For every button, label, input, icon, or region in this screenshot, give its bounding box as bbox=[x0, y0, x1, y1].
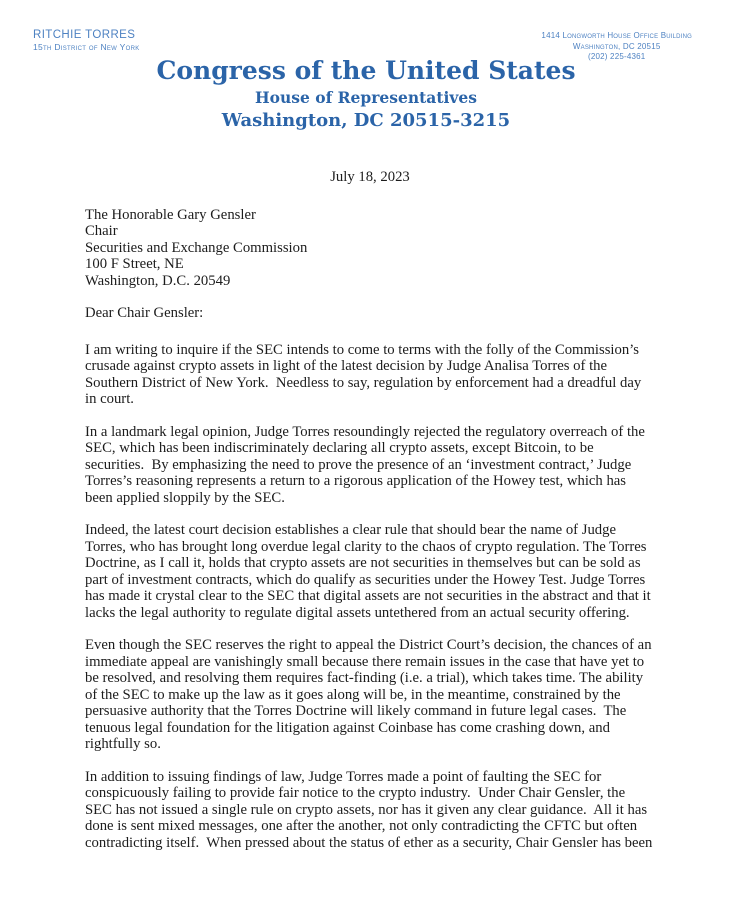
recipient-title: Chair bbox=[85, 223, 118, 239]
recipient-city: Washington, D.C. 20549 bbox=[85, 272, 231, 289]
paragraph-2: In a landmark legal opinion, Judge Torres resoundingly rejected the regulatory overreach of the SEC, which has been indiscriminately declaring all crypto assets, except Bitcoin, to be securities. By emphasizing the need to prove the presence of an ‘investment contract,’ Judge Torres’s reasoning represents a return to a rigorous application of the Howey test, which has been applied sloppily by the SEC. bbox=[85, 423, 649, 506]
letter-body bbox=[85, 169, 655, 867]
masthead-address-line: Washington, DC 20515-3215 bbox=[221, 110, 511, 132]
recipient-name: The Honorable Gary Gensler bbox=[85, 206, 256, 223]
masthead-congress-line: Congress of the United States bbox=[156, 56, 576, 85]
recipient-address-block bbox=[85, 207, 655, 290]
letter-date: July 18, 2023 bbox=[330, 169, 410, 185]
paragraph-5: In addition to issuing findings of law, Judge Torres made a point of faulting the SEC for conspicuously failing to provide fair notice to the crypto industry. Under Chair Gensler, the SEC has not issued a single rule on crypto assets, nor has it given any clear guidance. All it has done is sent mixed messages, one after the another, not only contradicting the CFTC but often contradicting itself. When pressed about the status of ether as a security, Chair Gensler has been bbox=[85, 768, 653, 851]
paragraph-3: Indeed, the latest court decision establishes a clear rule that should bear the name of Judge Torres, who has brought long overdue legal clarity to the chaos of crypto regulation. The Torres Doctrine, as I call it, holds that crypto assets are not securities in themselves but can be sold as part of investment contracts, which do qualify as securities under the Howey Test. Judge Torres has made it crystal clear to the SEC that digital assets are not securities in the abstract and that it lacks the legal authority to regulate digital assets untethered from an actual security offering. bbox=[85, 522, 655, 621]
member-block bbox=[33, 29, 140, 53]
office-phone: (202) 225-4361 bbox=[587, 52, 646, 62]
masthead-house-line: House of Representatives bbox=[255, 87, 477, 107]
paragraph-1: I am writing to inquire if the SEC intends to come to terms with the folly of the Commission’s crusade against crypto assets in light of the latest decision by Judge Analisa Torres of the Southern District of New York. Needless to say, regulation by enforcement had a dreadful day in court. bbox=[85, 341, 645, 407]
letterhead bbox=[0, 0, 732, 150]
office-address-block bbox=[541, 31, 692, 63]
recipient-street: 100 F Street, NE bbox=[85, 256, 184, 272]
office-address-line-2: Washington, DC 20515 bbox=[572, 41, 661, 51]
office-address-line-1: 1414 Longworth House Office Building bbox=[541, 31, 692, 40]
recipient-organization: Securities and Exchange Commission bbox=[85, 239, 308, 256]
member-district: 15th District of New York bbox=[33, 42, 140, 53]
paragraph-4: Even though the SEC reserves the right to appeal the District Court’s decision, the chances of an immediate appeal are vanishingly small because there remain issues in the case that have yet to be resolved, and resolving them requires fact-finding (i.e. a trial), which takes time. The ability of the SEC to make up the law as it goes along will be, in the meantime, constrained by the persuasive authority that the Torres Doctrine will likely command in future legal cases. The tenuous legal foundation for the litigation against Coinbase has come crashing down, and rightfully so. bbox=[85, 637, 656, 752]
member-name: RITCHIE TORRES bbox=[33, 29, 136, 41]
salutation: Dear Chair Gensler: bbox=[85, 305, 204, 321]
congress-masthead bbox=[0, 0, 732, 132]
